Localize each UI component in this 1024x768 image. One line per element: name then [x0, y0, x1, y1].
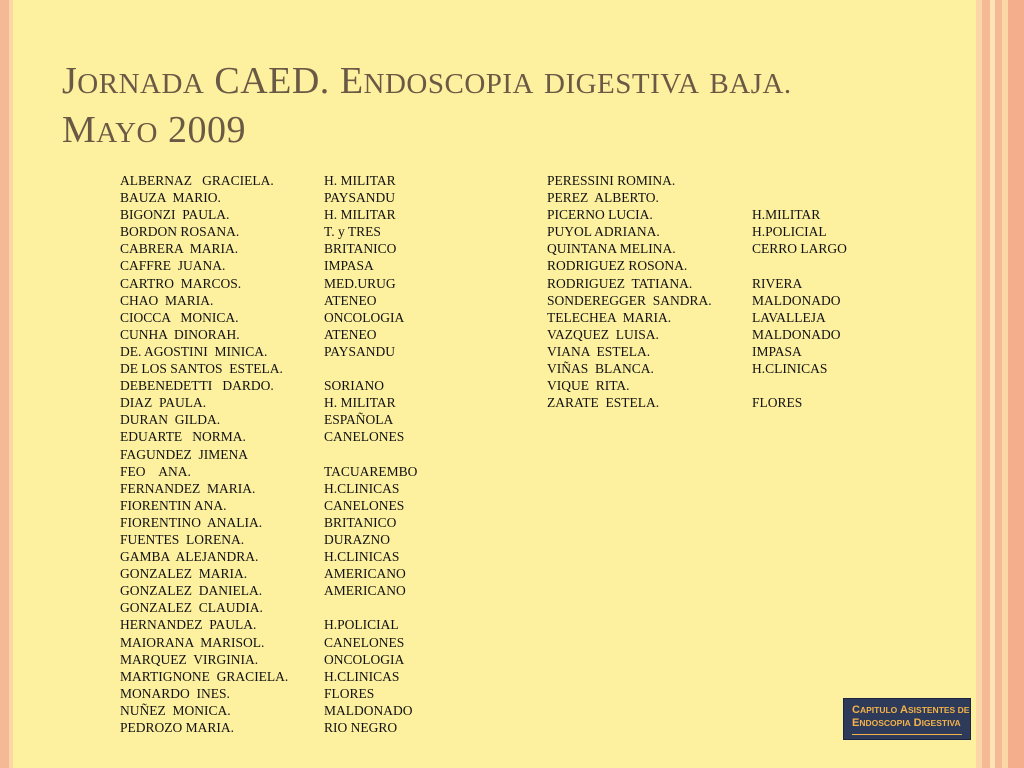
title-line-2: [62, 107, 962, 156]
attendee-institution: [752, 172, 847, 189]
attendee-name: PEDROZO MARIA.: [120, 720, 235, 735]
title-word-capital: J: [62, 60, 78, 102]
attendee-name: ALBERNAZ GRACIELA.: [120, 173, 274, 188]
title-word: [709, 60, 791, 102]
attendee-institution: H.CLINICAS: [752, 361, 828, 377]
title-word-smallcaps: ORNADA: [77, 68, 205, 100]
attendee-institution: ATENEO: [324, 292, 377, 308]
attendee-name: CABRERA MARIA.: [120, 241, 239, 257]
attendee-name: HERNANDEZ PAULA.: [120, 617, 257, 633]
attendee-name: DE. AGOSTINI MINICA.: [120, 343, 268, 359]
title-word-capital: CAED.: [214, 60, 330, 102]
attendee-names-column-1: [120, 172, 288, 736]
attendee-institution: H. MILITAR: [324, 207, 396, 223]
attendee-institution: H. MILITAR: [324, 173, 396, 188]
attendee-name: VAZQUEZ LUISA.: [547, 326, 659, 342]
attendee-institution: [324, 599, 417, 616]
logo-cap-c: C: [852, 704, 860, 716]
attendee-institutions-column-2: [752, 172, 847, 411]
attendee-institution: BRITANICO: [324, 514, 397, 530]
right-stripe-6: [1008, 0, 1024, 768]
attendee-institution: MALDONADO: [752, 326, 841, 342]
attendee-name: DURAN GILDA.: [120, 412, 221, 428]
attendee-institution: CERRO LARGO: [752, 241, 847, 257]
attendee-institution: ATENEO: [324, 326, 377, 342]
attendee-institution: T. y TRES: [324, 224, 381, 240]
attendee-name: CUNHA DINORAH.: [120, 326, 240, 342]
attendee-name: CIOCCA MONICA.: [120, 309, 239, 325]
attendee-name: MAIORANA MARISOL.: [120, 634, 265, 650]
attendee-name: VIÑAS BLANCA.: [547, 361, 654, 377]
attendee-name: CHAO MARIA.: [120, 292, 214, 308]
attendee-name: FEO ANA.: [120, 463, 191, 479]
attendee-institution: MALDONADO: [752, 292, 841, 308]
logo-underline: [852, 734, 962, 735]
title-word: [544, 60, 699, 102]
attendee-institution: IMPASA: [324, 258, 374, 274]
attendee-institution: DURAZNO: [324, 531, 390, 547]
attendee-name: EDUARTE NORMA.: [120, 429, 246, 445]
attendee-institution: FLORES: [324, 685, 375, 701]
attendee-institution: MALDONADO: [324, 702, 413, 718]
logo-line-1: [852, 704, 970, 717]
attendee-name: DE LOS SANTOS ESTELA.: [120, 361, 283, 377]
title-word-smallcaps: NDOSCOPIA: [363, 68, 535, 100]
title-word: [62, 109, 158, 151]
attendee-name: CAFFRE JUANA.: [120, 258, 226, 274]
attendee-institution: FLORES: [752, 395, 803, 411]
attendee-institution: LAVALLEJA: [752, 309, 826, 325]
attendee-name: RODRIGUEZ ROSONA.: [547, 258, 688, 274]
title-word: [62, 60, 204, 102]
logo-cap-e: E: [852, 717, 860, 729]
attendee-institution: H.CLINICAS: [324, 549, 400, 565]
attendee-name: FERNANDEZ MARIA.: [120, 480, 256, 496]
attendee-name: DIAZ PAULA.: [120, 395, 207, 411]
right-stripe-4: [995, 0, 1002, 768]
attendee-name: FUENTES LORENA.: [120, 531, 245, 547]
title-word-capital: E: [339, 60, 364, 102]
attendee-name: PEREZ ALBERTO.: [547, 190, 659, 206]
attendee-name: VIANA ESTELA.: [547, 343, 651, 359]
title-word-capital: 2009: [167, 109, 246, 151]
logo-cap-a: A: [900, 704, 908, 716]
attendee-name: PERESSINI ROMINA.: [547, 173, 676, 188]
attendee-name: MARTIGNONE GRACIELA.: [120, 668, 289, 684]
logo-text-sistentes: SISTENTES DE: [908, 705, 970, 715]
attendee-name: FIORENTIN ANA.: [120, 497, 227, 513]
attendee-name: MONARDO INES.: [120, 685, 230, 701]
attendee-institution: AMERICANO: [324, 566, 406, 582]
attendee-institution: TACUAREMBO: [324, 463, 418, 479]
attendee-institution: [324, 360, 417, 377]
title-word-capital: M: [62, 109, 97, 151]
logo-text-igestiva: IGESTIVA: [921, 718, 961, 728]
attendee-name: BORDON ROSANA.: [120, 224, 240, 240]
attendee-institution: ESPAÑOLA: [324, 412, 394, 428]
attendee-name: TELECHEA MARIA.: [547, 309, 672, 325]
attendee-institution: CANELONES: [324, 497, 405, 513]
right-stripe-2: [982, 0, 990, 768]
attendee-institution: IMPASA: [752, 343, 802, 359]
title-word-smallcaps: AYO: [96, 117, 158, 149]
title-word: [214, 60, 329, 102]
logo-cap-d: D: [913, 717, 922, 729]
attendee-name: NUÑEZ MONICA.: [120, 702, 231, 718]
attendee-institution: ONCOLOGIA: [324, 651, 405, 667]
attendee-institution: MED.URUG: [324, 275, 396, 291]
attendee-institutions-column-1: [324, 172, 417, 736]
logo-text-ndoscopia: NDOSCOPIA: [859, 718, 911, 728]
title-word: [168, 109, 246, 151]
left-border-stripe: [0, 0, 9, 768]
attendee-institution: H.CLINICAS: [324, 668, 400, 684]
attendee-name: ZARATE ESTELA.: [547, 395, 660, 411]
left-border-inner-stripe: [9, 0, 13, 768]
attendee-name: BAUZA MARIO.: [120, 190, 221, 206]
attendee-names-column-2: [547, 172, 712, 411]
attendee-name: GONZALEZ MARIA.: [120, 566, 248, 582]
attendee-name: MARQUEZ VIRGINIA.: [120, 651, 259, 667]
attendee-name: CARTRO MARCOS.: [120, 275, 242, 291]
attendee-institution: SORIANO: [324, 378, 385, 394]
attendee-institution: RIVERA: [752, 275, 803, 291]
title-word-smallcaps: BAJA.: [709, 68, 792, 100]
attendee-institution: ONCOLOGIA: [324, 309, 405, 325]
attendee-name: FIORENTINO ANALIA.: [120, 514, 263, 530]
attendee-name: QUINTANA MELINA.: [547, 241, 676, 257]
attendee-institution: [752, 189, 847, 206]
attendee-name: BIGONZI PAULA.: [120, 207, 230, 223]
attendee-institution: BRITANICO: [324, 241, 397, 257]
attendee-institution: AMERICANO: [324, 583, 406, 599]
attendee-institution: CANELONES: [324, 429, 405, 445]
page-title: [62, 58, 962, 156]
title-word: [340, 60, 534, 102]
attendee-institution: H.POLICIAL: [752, 224, 827, 240]
capitulo-asistentes-logo: [843, 698, 971, 740]
attendee-name: RODRIGUEZ TATIANA.: [547, 275, 693, 291]
attendee-name: GONZALEZ CLAUDIA.: [120, 600, 263, 616]
attendee-name: GONZALEZ DANIELA.: [120, 583, 263, 599]
attendee-institution: [324, 446, 417, 463]
attendee-name: SONDEREGGER SANDRA.: [547, 292, 712, 308]
logo-text-apitulo: APITULO: [859, 705, 898, 715]
attendee-name: PICERNO LUCIA.: [547, 207, 653, 223]
title-word-smallcaps: DIGESTIVA: [544, 68, 700, 100]
attendee-name: FAGUNDEZ JIMENA: [120, 446, 248, 462]
right-border-stripes: [976, 0, 1024, 768]
attendee-institution: [752, 257, 847, 274]
attendee-institution: [752, 377, 847, 394]
attendee-institution: CANELONES: [324, 634, 405, 650]
attendee-institution: H. MILITAR: [324, 395, 396, 411]
attendee-name: DEBENEDETTI DARDO.: [120, 378, 274, 394]
logo-line-2: [852, 717, 970, 730]
attendee-institution: PAYSANDU: [324, 190, 396, 206]
attendee-institution: H.MILITAR: [752, 207, 821, 223]
attendee-institution: H.CLINICAS: [324, 480, 400, 496]
attendee-name: GAMBA ALEJANDRA.: [120, 549, 259, 565]
attendee-institution: H.POLICIAL: [324, 617, 399, 633]
attendee-institution: RIO NEGRO: [324, 720, 398, 735]
attendee-institution: PAYSANDU: [324, 343, 396, 359]
attendee-name: VIQUE RITA.: [547, 378, 630, 394]
title-line-1: [62, 58, 962, 107]
attendee-name: PUYOL ADRIANA.: [547, 224, 660, 240]
